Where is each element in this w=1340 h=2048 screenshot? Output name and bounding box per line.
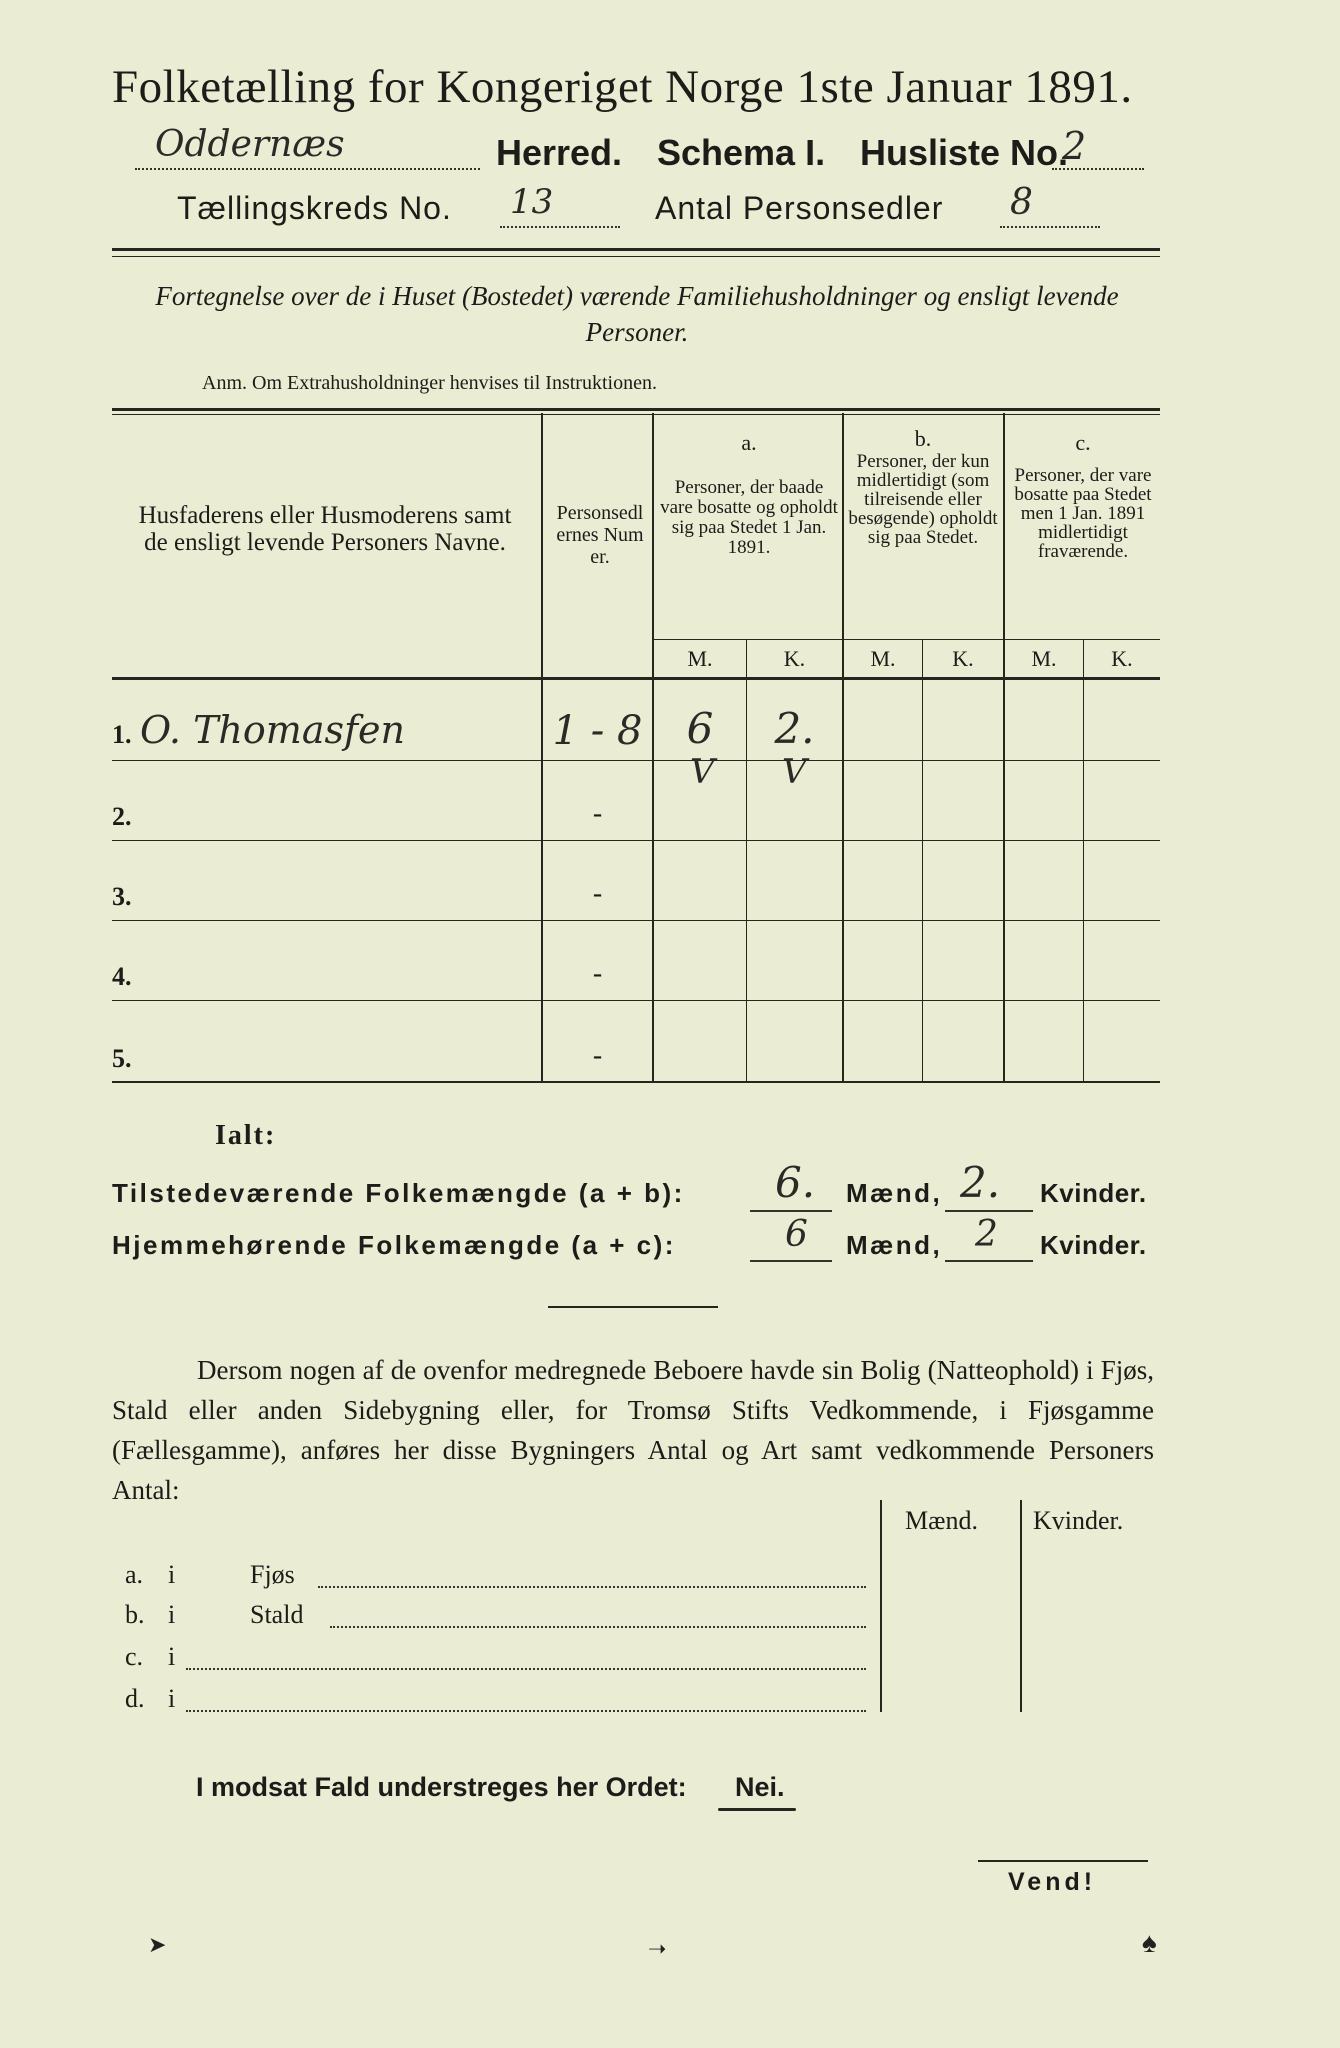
antal-value: 8 xyxy=(1010,182,1033,223)
buildings-vline-1 xyxy=(880,1500,882,1712)
tilstede-maend: 6. xyxy=(775,1158,816,1207)
row-number: 2. xyxy=(112,802,132,831)
col-c-letter: c. xyxy=(1075,430,1091,455)
maend-word: Mænd, xyxy=(846,1230,943,1260)
section-divider xyxy=(548,1306,718,1308)
tilstede-label: Tilstedeværende Folkemængde (a + b): xyxy=(112,1178,685,1208)
building-item-letter: b. xyxy=(125,1600,145,1629)
vend-label: Vend! xyxy=(1008,1868,1097,1896)
table-top-rule xyxy=(112,408,1160,411)
herred-label: Herred. xyxy=(496,132,623,173)
buildings-vline-2 xyxy=(1020,1500,1022,1712)
buildings-kvinder-header: Kvinder. xyxy=(1033,1506,1124,1535)
mk-c-k: K. xyxy=(1111,646,1133,671)
row-name: O. Thomasfen xyxy=(140,708,405,752)
mk-a-m: M. xyxy=(687,646,713,671)
vend-rule xyxy=(978,1860,1148,1862)
building-item-letter: d. xyxy=(125,1684,145,1713)
kvinder-word: Kvinder. xyxy=(1040,1178,1147,1208)
mk-b-k: K. xyxy=(952,646,974,671)
row-numer: - xyxy=(592,958,603,989)
tilstede-kvinder: 2. xyxy=(960,1158,1001,1207)
col-b-text: Personer, der kun midlertidigt (som tilreisende eller besøgende) opholdt sig paa Stedet. xyxy=(848,451,998,548)
paper-mark: ♠ xyxy=(1142,1928,1157,1959)
paper-mark: ➝ xyxy=(648,1936,667,1961)
maend-word: Mænd, xyxy=(846,1178,943,1208)
col-a-text: Personer, der baade vare bosatte og opholdt sig paa Stedet 1 Jan. 1891. xyxy=(660,477,838,558)
table-header-bottom-rule xyxy=(112,677,1160,680)
building-item-letter: a. xyxy=(125,1560,144,1589)
mk-b-m: M. xyxy=(870,646,896,671)
hjemme-maend: 6 xyxy=(785,1214,808,1255)
col-header-numer: Personsedlernes Numer. xyxy=(556,502,644,568)
building-item-label: Fjøs xyxy=(250,1560,295,1589)
building-item-prep: i xyxy=(168,1600,176,1629)
col-b-letter: b. xyxy=(914,426,932,451)
husliste-value: 2 xyxy=(1062,124,1087,168)
row-numer: - xyxy=(592,798,603,829)
row-3-rule xyxy=(112,920,1160,921)
header-rule-1 xyxy=(112,248,1160,251)
nei-word: Nei. xyxy=(735,1772,785,1802)
row-1-rule xyxy=(112,760,1160,761)
hjemme-kvinder: 2 xyxy=(975,1214,998,1255)
row-number: 5. xyxy=(112,1044,132,1073)
row-2-rule xyxy=(112,840,1160,841)
col-a-letter: a. xyxy=(741,430,757,455)
hjemme-label: Hjemmehørende Folkemængde (a + c): xyxy=(112,1230,676,1260)
row-a-kvinder-check: V xyxy=(782,752,807,792)
mk-a-k: K. xyxy=(783,646,806,671)
kreds-label: Tællingskreds No. xyxy=(177,190,452,226)
antal-label: Antal Personsedler xyxy=(655,190,944,226)
husliste-fill-line xyxy=(1052,140,1144,170)
building-item-prep: i xyxy=(168,1560,176,1589)
row-number: 1. xyxy=(112,720,132,749)
modsat-text: I modsat Fald understreges her Ordet: xyxy=(196,1772,687,1802)
vline-names xyxy=(541,413,543,1081)
table-bottom-rule xyxy=(112,1081,1160,1083)
building-item-prep: i xyxy=(168,1684,176,1713)
building-item-dots xyxy=(186,1654,866,1670)
row-numer: - xyxy=(592,1040,603,1071)
anm-note: Anm. Om Extrahusholdninger henvises til Instruktionen. xyxy=(202,372,657,394)
vline-b xyxy=(1003,413,1005,1081)
header-rule-2 xyxy=(112,256,1160,257)
mk-top-rule xyxy=(653,639,1160,640)
row-number: 4. xyxy=(112,962,132,991)
husliste-label: Husliste No. xyxy=(860,132,1069,173)
row-numer: 1 - 8 xyxy=(552,708,643,754)
intro-heading: Fortegnelse over de i Huset (Bostedet) værende Familiehusholdninger og ensligt levende Personer. xyxy=(155,281,1119,347)
form-title: Folketælling for Kongeriget Norge 1ste Januar 1891. xyxy=(112,61,1133,113)
row-a-maend: 6 xyxy=(686,704,714,753)
building-item-dots xyxy=(186,1696,866,1712)
row-number: 3. xyxy=(112,882,132,911)
building-item-dots xyxy=(318,1572,866,1588)
col-c-text: Personer, der vare bosatte paa Stedet men 1 Jan. 1891 midlertidigt fraværende. xyxy=(1014,465,1152,562)
herred-value: Oddernæs xyxy=(155,124,345,165)
col-header-names: Husfaderens eller Husmoderens samt de ensligt levende Personers Navne. xyxy=(138,502,512,556)
building-item-label: Stald xyxy=(250,1600,304,1629)
buildings-paragraph: Dersom nogen af de ovenfor medregnede Beboere havde sin Bolig (Natteophold) i Fjøs, Stald eller anden Sidebygning eller, for Tromsø Stifts Vedkommende, i Fjøsgamme (Fællesgamme), anføres her disse Bygningers Antal og Art samt vedkommende Personers Antal: xyxy=(112,1355,1154,1505)
vline-c-mk xyxy=(1083,640,1084,1081)
paper-mark: ➤ xyxy=(148,1932,167,1957)
kreds-value: 13 xyxy=(510,182,554,222)
schema-label: Schema I. xyxy=(657,132,826,173)
mk-c-m: M. xyxy=(1031,646,1057,671)
row-a-kvinder: 2. xyxy=(774,704,815,753)
building-item-prep: i xyxy=(168,1642,176,1671)
row-4-rule xyxy=(112,1000,1160,1001)
vline-a xyxy=(842,413,844,1081)
row-numer: - xyxy=(592,878,603,909)
vline-b-mk xyxy=(922,640,923,1081)
building-item-dots xyxy=(330,1612,866,1628)
building-item-letter: c. xyxy=(125,1642,144,1671)
nei-underline xyxy=(718,1808,796,1811)
row-a-maend-check: V xyxy=(690,752,715,792)
ialt-label: Ialt: xyxy=(215,1120,277,1151)
kvinder-word: Kvinder. xyxy=(1040,1230,1147,1260)
buildings-maend-header: Mænd. xyxy=(905,1506,978,1535)
